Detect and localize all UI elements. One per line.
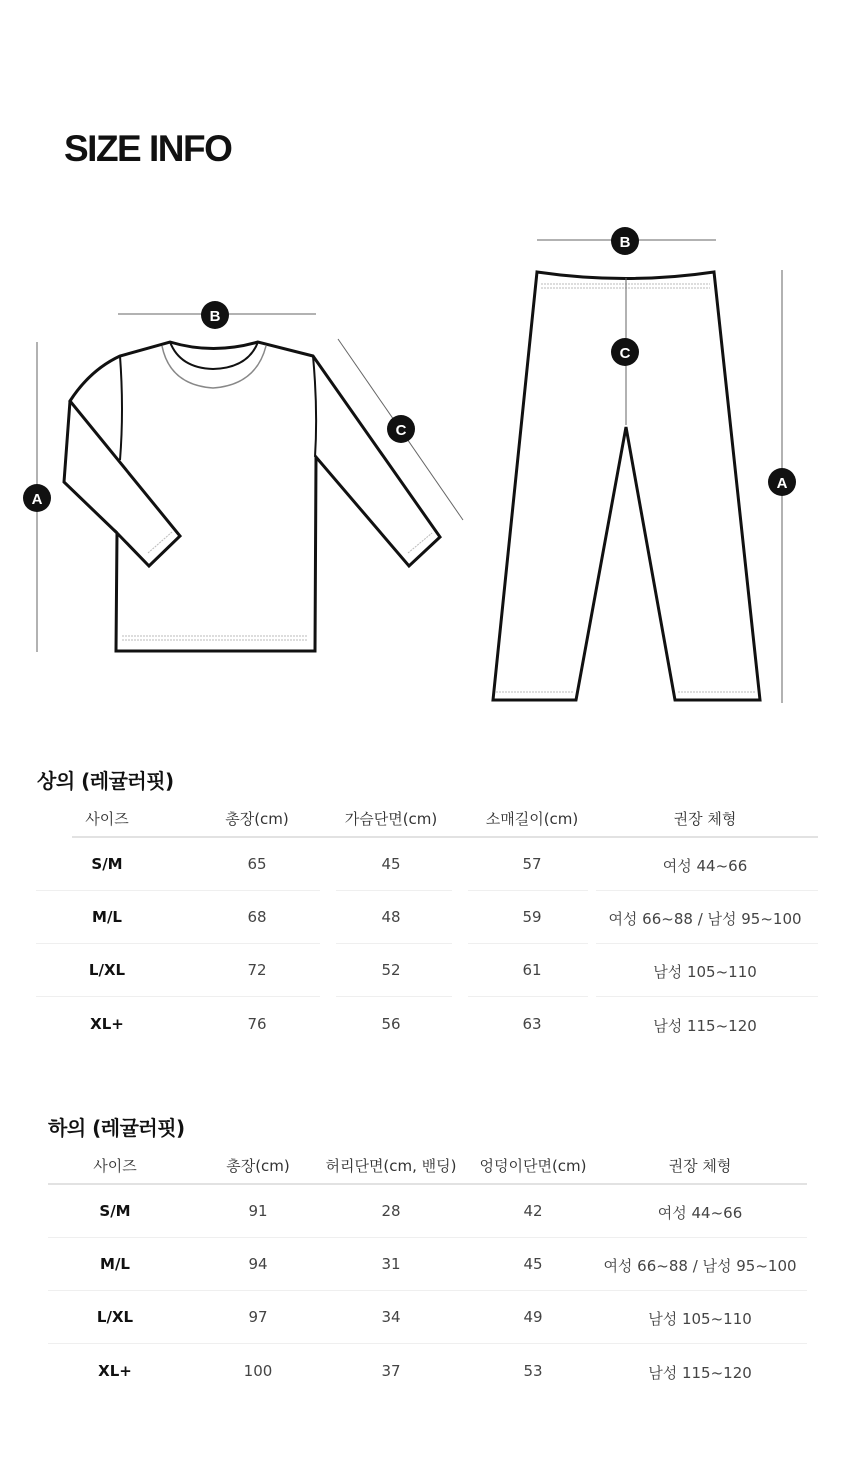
badge-a-icon xyxy=(768,468,796,496)
header-length: 총장(cm) xyxy=(225,810,289,828)
badge-c-icon xyxy=(387,415,415,443)
table-row: L/XL 72 52 61 남성 105~110 xyxy=(88,961,757,981)
bottoms-size-table xyxy=(0,1147,860,1407)
row-divider xyxy=(36,996,320,997)
badge-a-icon xyxy=(23,484,51,512)
svg-text:B: B xyxy=(209,308,221,325)
header-length: 총장(cm) xyxy=(226,1157,290,1175)
svg-text:C: C xyxy=(619,345,631,362)
badge-c-icon xyxy=(611,338,639,366)
header-waist: 허리단면(cm, 밴딩) xyxy=(325,1157,457,1175)
header-recommend: 권장 체형 xyxy=(673,810,737,828)
table-header xyxy=(0,800,860,840)
page-title: SIZE INFO xyxy=(64,128,232,169)
svg-text:A: A xyxy=(31,491,43,508)
row-divider xyxy=(596,996,818,997)
header-size: 사이즈 xyxy=(93,1157,137,1175)
table-row: L/XL 97 34 49 남성 105~110 xyxy=(96,1308,752,1328)
row-divider xyxy=(336,996,452,997)
header-recommend: 권장 체형 xyxy=(668,1157,732,1175)
header-chest: 가슴단면(cm) xyxy=(344,810,438,828)
row-divider xyxy=(48,1343,807,1344)
tops-size-table xyxy=(0,800,860,1060)
bottoms-section-title: 하의 (레귤러핏) xyxy=(48,1116,185,1140)
table-row: XL+ 100 37 53 남성 115~120 xyxy=(98,1362,752,1382)
svg-text:B: B xyxy=(619,234,631,251)
table-row: M/L 68 48 59 여성 66~88 / 남성 95~100 xyxy=(92,908,802,928)
badge-b-icon xyxy=(201,301,229,329)
table-row: XL+ 76 56 63 남성 115~120 xyxy=(90,1015,757,1035)
header-sleeve: 소매길이(cm) xyxy=(485,810,579,828)
shirt-illustration xyxy=(64,342,440,651)
garment-measurement-illustration xyxy=(0,200,860,720)
table-header xyxy=(0,1147,860,1187)
svg-text:A: A xyxy=(776,475,788,492)
table-row: M/L 94 31 45 여성 66~88 / 남성 95~100 xyxy=(100,1255,797,1275)
table-row: S/M 65 45 57 여성 44~66 xyxy=(91,855,748,875)
header-hip: 엉덩이단면(cm) xyxy=(479,1157,587,1175)
badge-b-icon xyxy=(611,227,639,255)
svg-text:C: C xyxy=(395,422,407,439)
row-divider xyxy=(468,996,588,997)
header-size: 사이즈 xyxy=(85,810,129,828)
table-row: S/M 91 28 42 여성 44~66 xyxy=(99,1202,743,1222)
tops-section-title: 상의 (레귤러핏) xyxy=(37,769,174,793)
